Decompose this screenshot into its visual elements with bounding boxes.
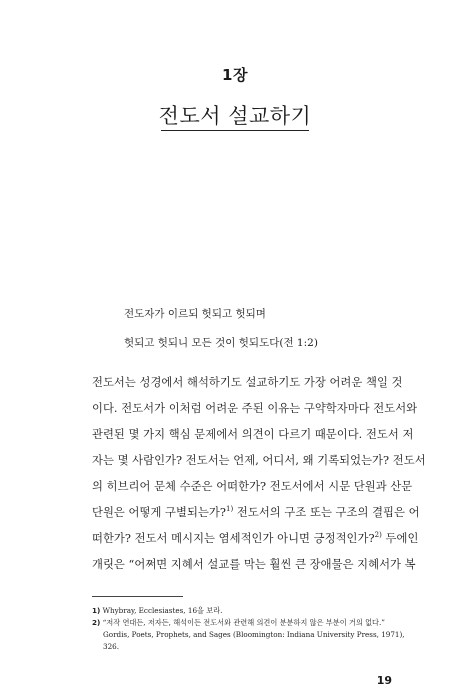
body-line-8: 개릿은 “어쩌면 지혜서 설교를 막는 훨씬 큰 장애물은 지혜서가 복 — [92, 558, 416, 571]
body-line-6-start: 단원은 어떻게 구별되는가? — [92, 506, 226, 519]
body-line-4: 자는 몇 사람인가? 전도서는 언제, 어디서, 왜 기록되었는가? 전도서 — [92, 454, 426, 467]
footnote-1 — [92, 606, 222, 616]
footnote-ref-1[interactable]: 1) — [225, 505, 234, 514]
footnote-2-line-3: 326. — [103, 642, 120, 651]
footnote-2-number: 2) — [92, 618, 101, 627]
epigraph-line-1: 전도자가 이르되 헛되고 헛되며 — [124, 308, 266, 320]
footnote-2-line-2: Gordis, Poets, Prophets, and Sages (Bloomington: Indiana University Press, 1971), — [103, 630, 405, 639]
chapter-title: 전도서 설교하기 — [158, 104, 312, 128]
page-number: 19 — [376, 674, 392, 687]
footnote-divider — [92, 596, 183, 597]
footnote-1-text: Whybray, Ecclesiastes, 16을 보라. — [102, 606, 223, 615]
footnote-ref-2[interactable]: 2) — [374, 531, 382, 540]
title-underline — [161, 130, 309, 131]
body-line-3: 관련된 몇 가지 핵심 문제에서 의견이 다르기 때문이다. 전도서 저 — [92, 428, 414, 441]
body-line-5: 의 히브리어 문체 수준은 어떠한가? 전도서에서 시문 단원과 산문 — [92, 480, 413, 493]
body-line-7-start: 떠한가? 전도서 메시지는 염세적인가 아니면 긍정적인가? — [92, 532, 375, 545]
body-line-1: 전도서는 성경에서 해석하기도 설교하기도 가장 어려운 책일 것 — [92, 376, 403, 389]
body-line-6 — [92, 504, 420, 520]
body-line-6-end: 전도서의 구조 또는 구조의 결핍은 어 — [233, 506, 420, 519]
body-line-7 — [92, 530, 419, 546]
body-line-2: 이다. 전도서가 이처럼 어려운 주된 이유는 구약학자마다 전도서와 — [92, 402, 418, 415]
body-line-7-end: 두에인 — [381, 532, 419, 545]
epigraph-line-2: 헛되고 헛되니 모든 것이 헛되도다(전 1:2) — [124, 337, 318, 349]
chapter-number: 1장 — [222, 66, 248, 84]
footnote-2-line-1: “저작 연대든, 저자든, 해석이든 전도서와 관련해 의견이 분분하지 않은 부분이 거의 없다.” — [102, 618, 385, 627]
footnote-2 — [92, 618, 385, 628]
footnote-1-number: 1) — [92, 606, 101, 615]
